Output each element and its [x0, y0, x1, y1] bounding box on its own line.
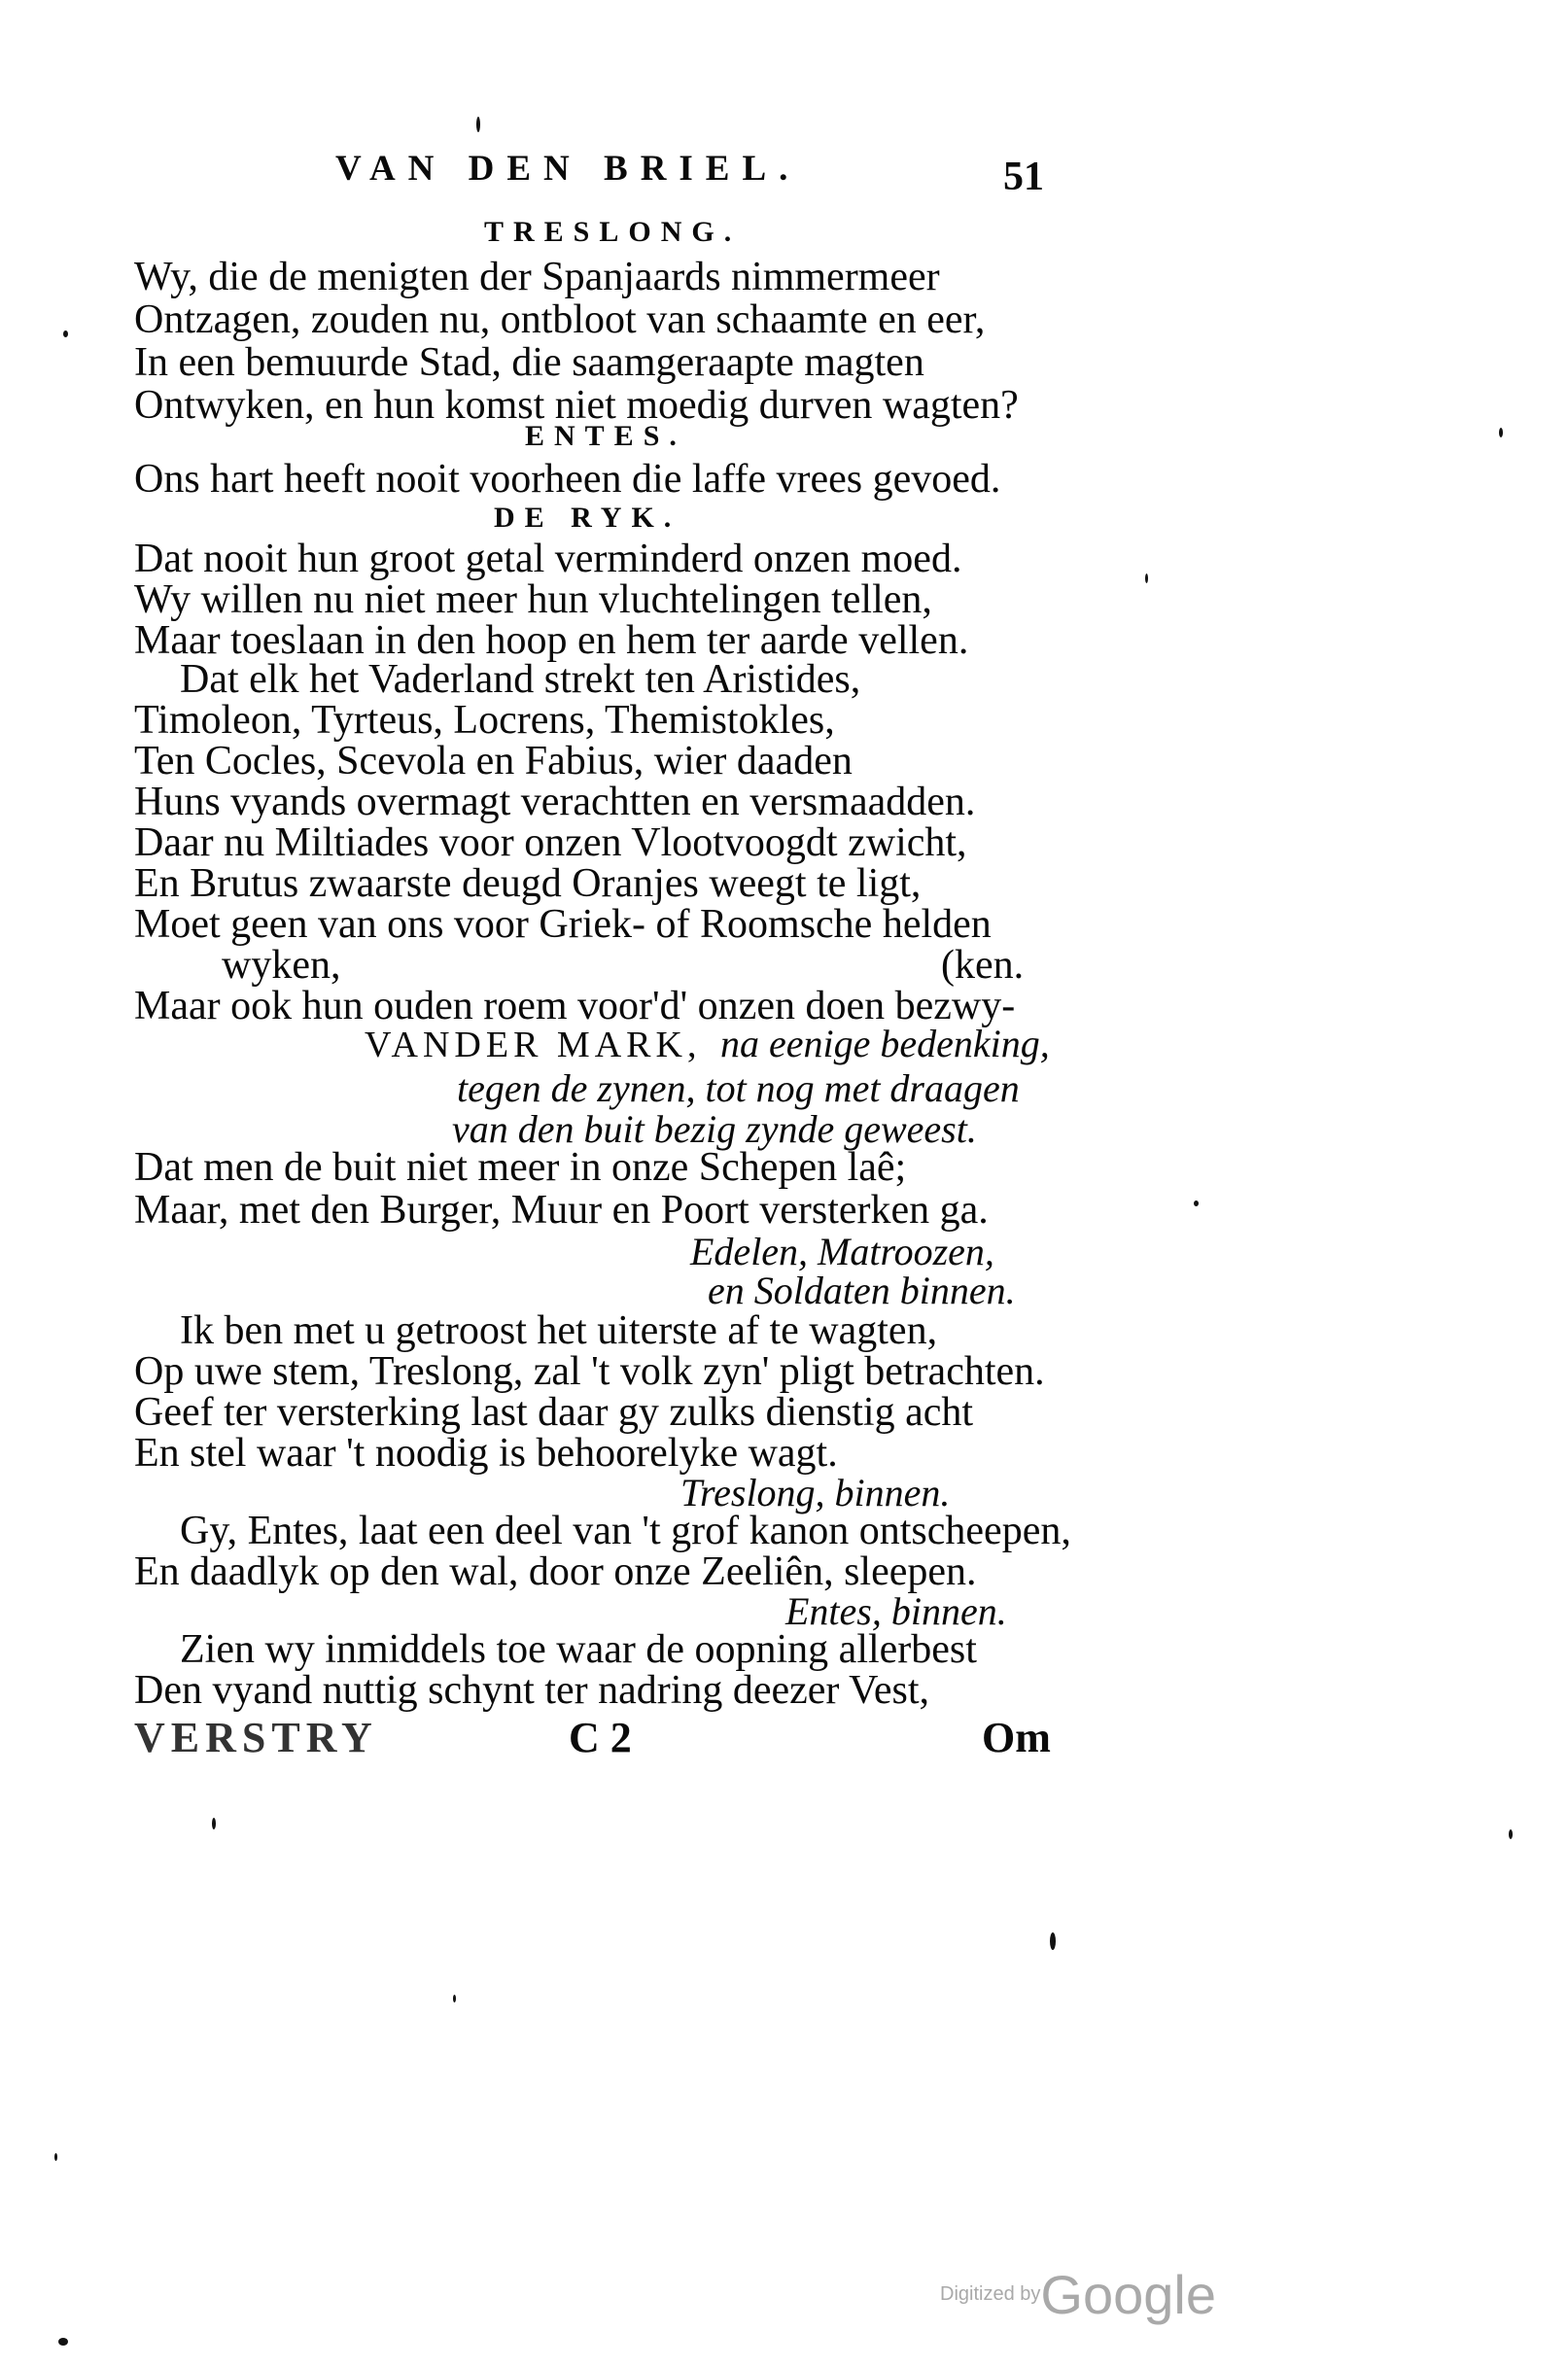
watermark-small-text: Digitized by — [940, 2283, 1041, 2305]
page-number: 51 — [1003, 155, 1044, 199]
ink-speck — [1194, 1200, 1199, 1206]
ink-speck — [476, 117, 480, 132]
verse-line: Maar, met den Burger, Muur en Poort versterken ga. — [134, 1188, 989, 1233]
stage-direction-text: Treslong, binnen. — [680, 1471, 951, 1514]
ink-speck — [58, 2338, 68, 2346]
verse-line: Huns vyands overmagt verachtten en versmaadden. — [134, 780, 976, 824]
stage-direction-text: en Soldaten binnen. — [708, 1269, 1016, 1312]
ink-speck — [212, 1818, 216, 1829]
verse-line: Wy, die de menigten der Spanjaards nimmermeer — [134, 255, 940, 299]
speaker-vander-mark: VANDER MARK, — [365, 1025, 702, 1065]
verse-line: Gy, Entes, laat een deel van 't grof kanon ontscheepen, — [180, 1509, 1071, 1553]
verse-line: Ontwyken, en hun komst niet moedig durven wagten? — [134, 383, 1019, 428]
ink-speck — [1509, 1829, 1513, 1839]
ink-speck — [1145, 574, 1148, 583]
verse-line: Daar nu Miltiades voor onzen Vlootvoogdt zwicht, — [134, 820, 967, 865]
catchword: Om — [982, 1714, 1051, 1761]
speaker-treslong: TRESLONG. — [484, 216, 742, 248]
verse-line: In een bemuurde Stad, die saamgeraapte magten — [134, 340, 924, 385]
footer-bleedthrough-text: VERSTRY — [134, 1714, 378, 1761]
stage-direction-text: tegen de zynen, tot nog met draagen — [457, 1066, 1020, 1110]
verse-line: Moet geen van ons voor Griek- of Roomsche helden — [134, 902, 992, 947]
running-title: VAN DEN BRIEL. — [335, 149, 801, 189]
ink-speck — [1499, 428, 1503, 437]
verse-line: Ik ben met u getroost het uiterste af te wagten, — [180, 1308, 938, 1353]
verse-line: En daadlyk op den wal, door onze Zeeliên, sleepen. — [134, 1549, 977, 1594]
verse-line: Ontzagen, zouden nu, ontbloot van schaamte en eer, — [134, 297, 986, 342]
stage-direction — [365, 1023, 1050, 1066]
ink-speck — [1050, 1932, 1056, 1950]
speaker-entes: ENTES. — [525, 420, 686, 452]
watermark-logo-text: Google — [1040, 2264, 1216, 2325]
verse-line: Ons hart heeft nooit voorheen die laffe vrees gevoed. — [134, 457, 1001, 502]
verse-line: Dat elk het Vaderland strekt ten Aristides, — [180, 657, 861, 702]
stage-direction-text: Entes, binnen. — [785, 1589, 1007, 1633]
signature-mark: C 2 — [569, 1714, 632, 1761]
verse-line: Maar ook hun ouden roem voor'd' onzen doen bezwy- — [134, 984, 1016, 1028]
verse-line: Geef ter versterking last daar gy zulks dienstig acht — [134, 1390, 974, 1435]
verse-line: Den vyand nuttig schynt ter nadring deezer Vest, — [134, 1668, 929, 1713]
verse-line: wyken, — [222, 943, 341, 988]
verse-line: Dat men de buit niet meer in onze Schepen laê; — [134, 1145, 907, 1190]
verse-line: Timoleon, Tyrteus, Locrens, Themistokles, — [134, 698, 835, 743]
ink-speck — [63, 331, 68, 337]
stage-direction-text: van den buit bezig zynde geweest. — [452, 1107, 977, 1151]
verse-line: Zien wy inmiddels toe waar de oopning allerbest — [180, 1627, 977, 1672]
verse-line: Op uwe stem, Treslong, zal 't volk zyn' pligt betrachten. — [134, 1349, 1045, 1394]
stage-direction-text: Edelen, Matroozen, — [690, 1230, 994, 1273]
stage-direction-text: na eenige bedenking, — [719, 1022, 1050, 1065]
ink-speck — [54, 2153, 57, 2161]
verse-line: Dat nooit hun groot getal verminderd onzen moed. — [134, 537, 962, 581]
verse-line-turnover: (ken. — [941, 943, 1025, 988]
verse-line: Wy willen nu niet meer hun vluchtelingen tellen, — [134, 577, 932, 622]
verse-line: En stel waar 't noodig is behoorelyke wagt. — [134, 1431, 838, 1476]
verse-line: En Brutus zwaarste deugd Oranjes weegt te ligt, — [134, 861, 922, 906]
verse-line: Ten Cocles, Scevola en Fabius, wier daaden — [134, 739, 853, 783]
ink-speck — [453, 1995, 456, 2002]
speaker-de-ryk: DE RYK. — [494, 502, 681, 534]
digitized-by-google-watermark — [940, 2263, 1216, 2326]
verse-line: Maar toeslaan in den hoop en hem ter aarde vellen. — [134, 618, 969, 663]
